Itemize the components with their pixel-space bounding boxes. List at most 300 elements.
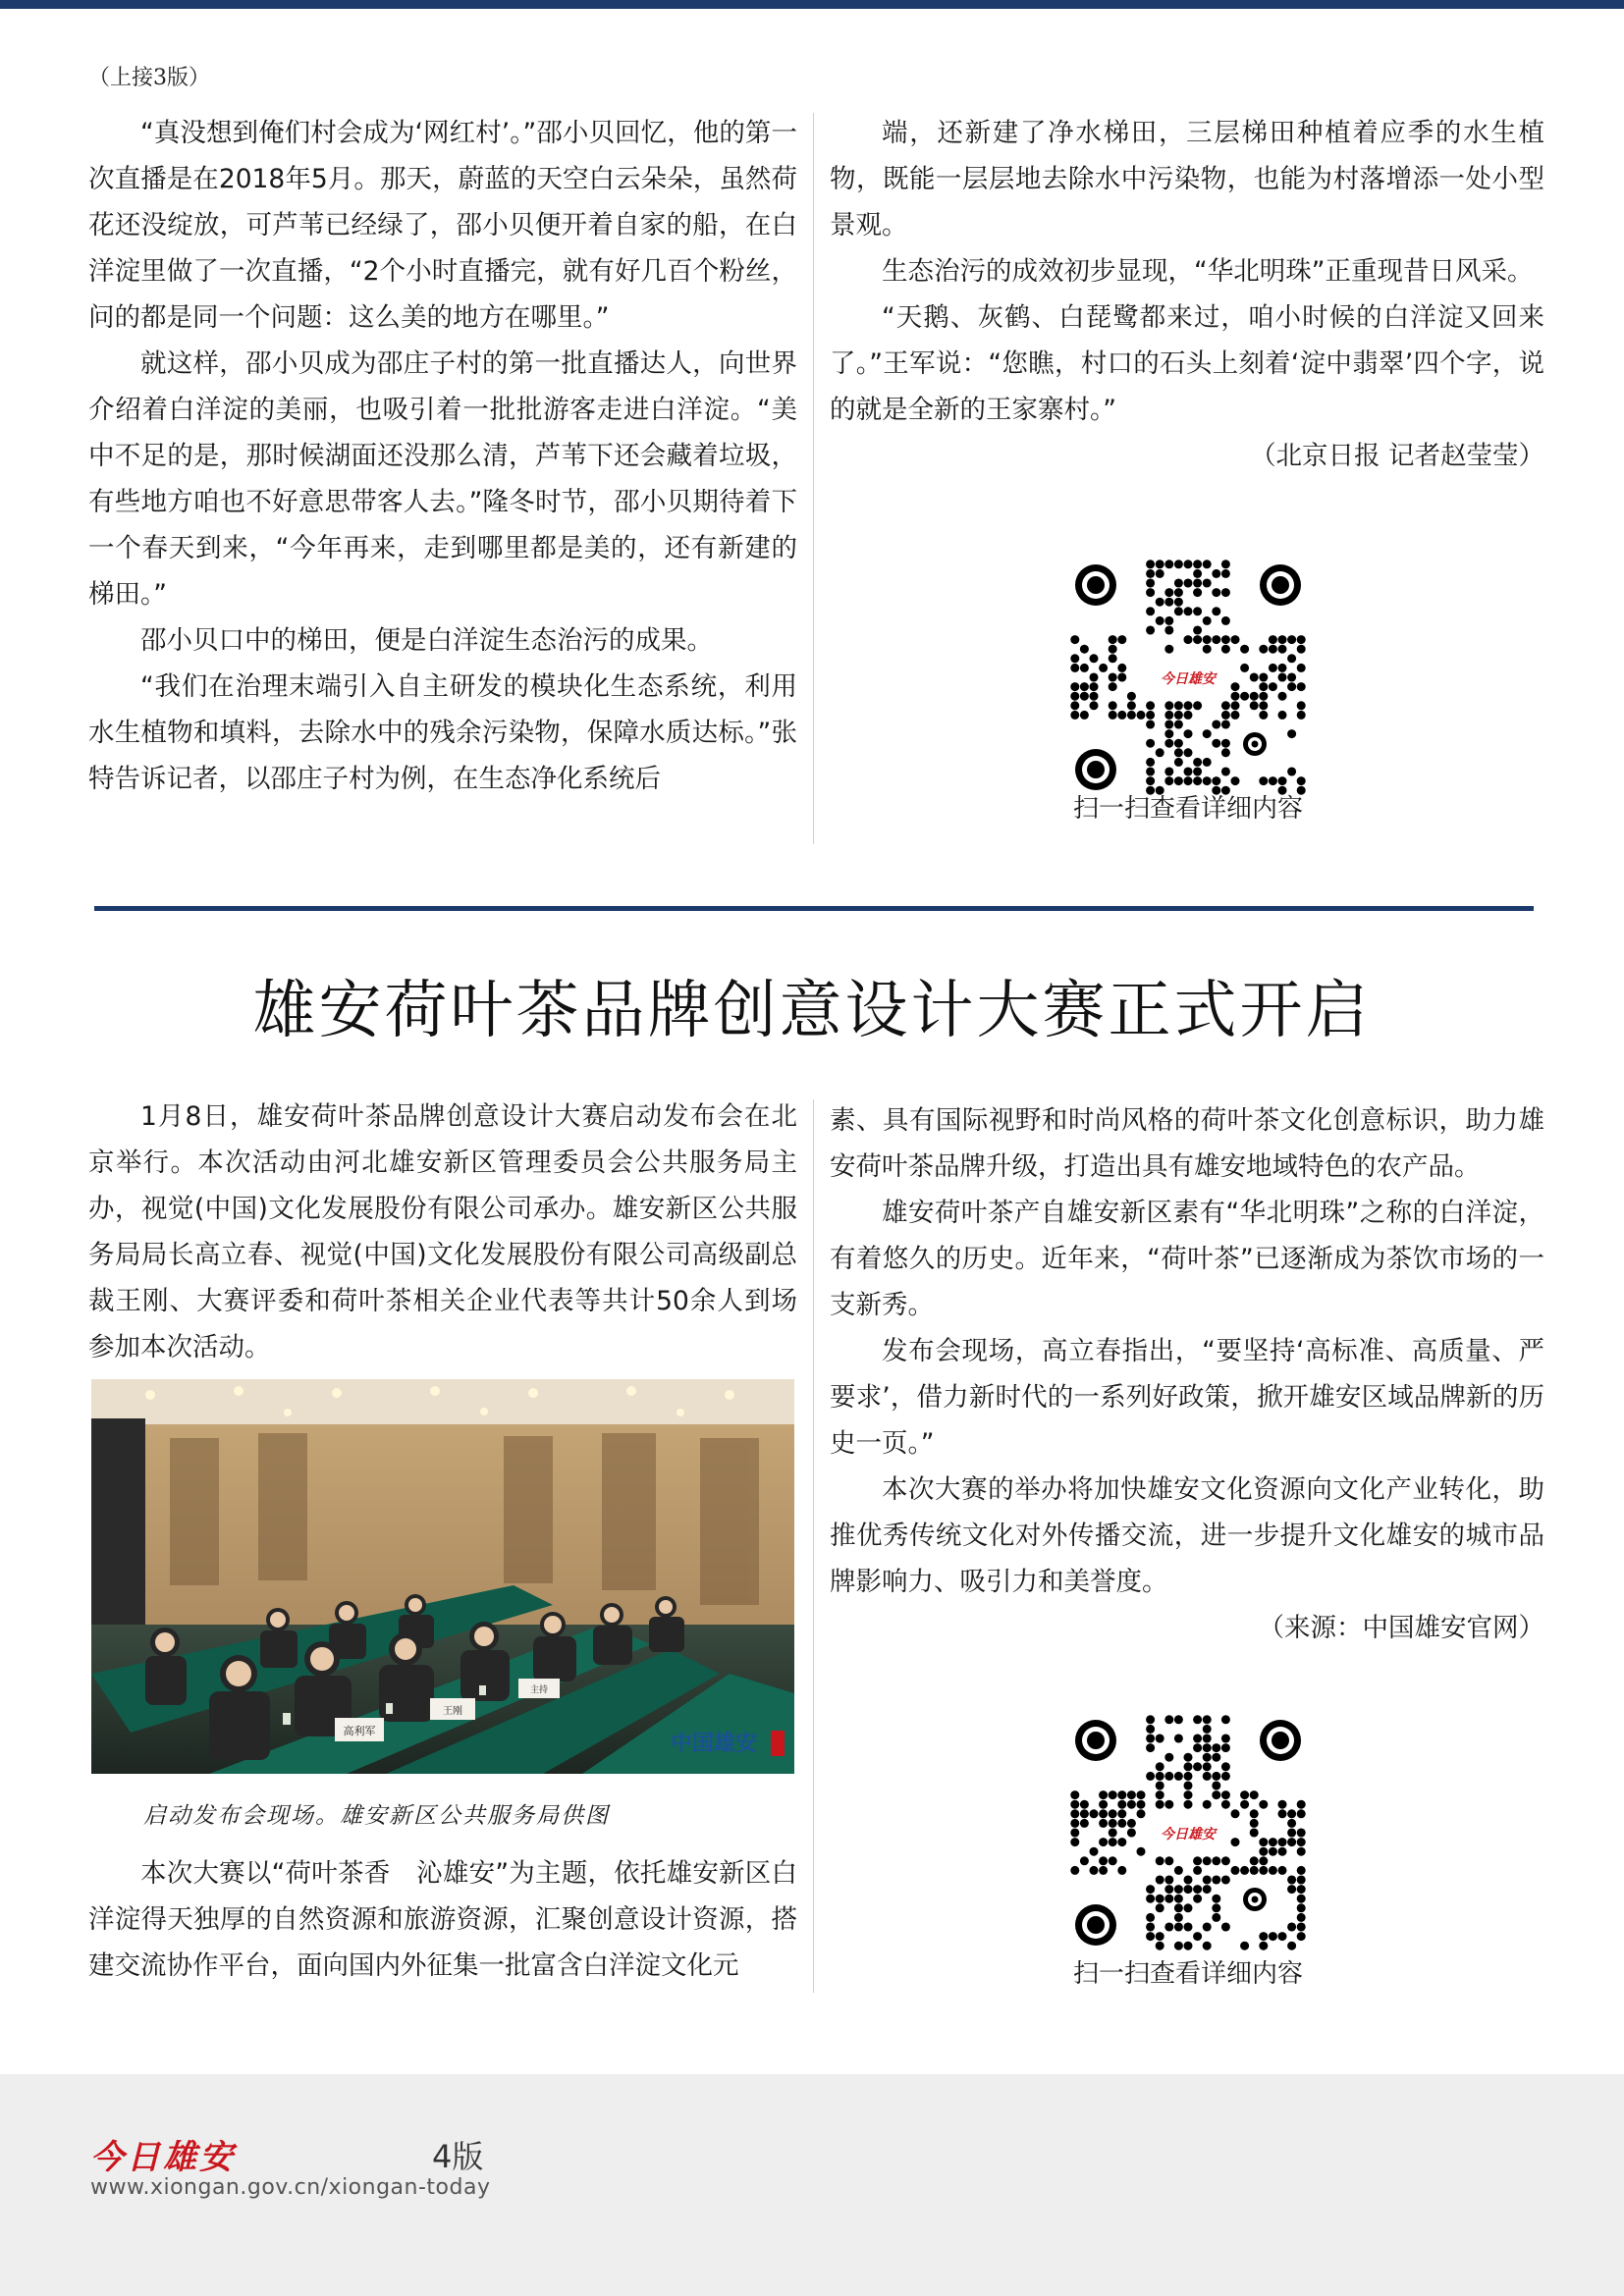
qr-module bbox=[1136, 1790, 1145, 1799]
qr-module bbox=[1297, 1828, 1306, 1837]
article1-column-right bbox=[830, 110, 1544, 479]
qr-module bbox=[1174, 1942, 1183, 1950]
qr-module bbox=[1212, 1753, 1220, 1762]
qr-module bbox=[1174, 578, 1183, 587]
qr-module bbox=[1089, 1809, 1098, 1818]
qr-module bbox=[1070, 711, 1079, 720]
qr-module bbox=[1259, 1942, 1268, 1950]
qr-module bbox=[1259, 1847, 1268, 1856]
qr-module bbox=[1070, 654, 1079, 663]
qr-module bbox=[1259, 1932, 1268, 1941]
qr-module bbox=[1080, 711, 1089, 720]
qr-module bbox=[1287, 1809, 1296, 1818]
qr-module bbox=[1127, 701, 1136, 710]
qr-module bbox=[1164, 1715, 1173, 1724]
qr-module bbox=[1156, 560, 1164, 568]
qr-module bbox=[1221, 1790, 1230, 1799]
qr-module bbox=[1259, 1838, 1268, 1846]
qr-module bbox=[1221, 748, 1230, 757]
qr-module bbox=[1297, 1903, 1306, 1912]
qr-module bbox=[1221, 1800, 1230, 1809]
qr-module bbox=[1193, 767, 1202, 775]
qr-module bbox=[1230, 776, 1239, 785]
qr-module bbox=[1203, 1800, 1212, 1809]
qr-code-article1[interactable] bbox=[1070, 560, 1306, 795]
section-divider bbox=[94, 906, 1534, 911]
qr-caption: 扫一扫查看详细内容 bbox=[1072, 1959, 1303, 1989]
qr-module bbox=[1193, 578, 1202, 587]
qr-module bbox=[1221, 1772, 1230, 1781]
qr-module bbox=[1277, 1866, 1286, 1875]
qr-module bbox=[1212, 1895, 1220, 1903]
qr-module bbox=[1203, 758, 1212, 767]
qr-module bbox=[1287, 1875, 1296, 1884]
qr-module bbox=[1212, 1790, 1220, 1799]
qr-module bbox=[1259, 692, 1268, 701]
qr-module bbox=[1164, 1856, 1173, 1865]
qr-module bbox=[1156, 569, 1164, 578]
qr-module bbox=[1070, 682, 1079, 691]
qr-module bbox=[1193, 1734, 1202, 1742]
qr-module bbox=[1080, 1809, 1089, 1818]
qr-module bbox=[1297, 711, 1306, 720]
qr-module bbox=[1212, 739, 1220, 748]
qr-module bbox=[1203, 616, 1212, 625]
qr-module bbox=[1230, 1866, 1239, 1875]
qr-module bbox=[1156, 1895, 1164, 1903]
qr-module bbox=[1203, 1885, 1212, 1894]
qr-module bbox=[1099, 1856, 1108, 1865]
qr-module bbox=[1109, 701, 1117, 710]
qr-module bbox=[1269, 645, 1277, 654]
qr-module bbox=[1127, 711, 1136, 720]
qr-module bbox=[1259, 1866, 1268, 1875]
qr-module bbox=[1183, 1922, 1192, 1931]
qr-caption: 扫一扫查看详细内容 bbox=[1072, 794, 1303, 824]
column-divider bbox=[813, 113, 814, 844]
qr-module bbox=[1174, 560, 1183, 568]
qr-module bbox=[1136, 711, 1145, 720]
qr-module bbox=[1221, 569, 1230, 578]
qr-module bbox=[1183, 711, 1192, 720]
qr-module bbox=[1221, 1715, 1230, 1724]
qr-module bbox=[1089, 682, 1098, 691]
qr-module bbox=[1297, 1800, 1306, 1809]
qr-module bbox=[1156, 1734, 1164, 1742]
qr-module bbox=[1269, 664, 1277, 672]
qr-module bbox=[1269, 1847, 1277, 1856]
qr-module bbox=[1109, 682, 1117, 691]
qr-module bbox=[1193, 569, 1202, 578]
qr-module bbox=[1277, 1932, 1286, 1941]
qr-module bbox=[1183, 729, 1192, 738]
qr-module bbox=[1269, 1932, 1277, 1941]
qr-module bbox=[1297, 701, 1306, 710]
qr-module bbox=[1174, 701, 1183, 710]
qr-module bbox=[1277, 635, 1286, 644]
qr-module bbox=[1203, 776, 1212, 785]
qr-module bbox=[1183, 1762, 1192, 1771]
qr-module bbox=[1080, 692, 1089, 701]
photo-watermark: 中国雄安 bbox=[671, 1731, 758, 1756]
qr-module bbox=[1136, 1800, 1145, 1809]
qr-module bbox=[1297, 776, 1306, 785]
launch-event-photo bbox=[91, 1379, 794, 1774]
qr-module bbox=[1109, 1790, 1117, 1799]
qr-module bbox=[1070, 1809, 1079, 1818]
qr-module bbox=[1146, 1895, 1155, 1903]
qr-module bbox=[1164, 1922, 1173, 1931]
qr-module bbox=[1193, 625, 1202, 634]
qr-module bbox=[1164, 1895, 1173, 1903]
qr-module bbox=[1156, 1903, 1164, 1912]
paragraph: 本次大赛以“荷叶茶香 沁雄安”为主题，依托雄安新区白洋淀得天独厚的自然资源和旅游资源，汇聚创意设计资源，搭建交流协作平台，面向国内外征集一批富含白洋淀文化元 bbox=[88, 1858, 797, 1981]
qr-module bbox=[1156, 1942, 1164, 1950]
article1-column-left bbox=[88, 110, 797, 802]
qr-module bbox=[1212, 1772, 1220, 1781]
qr-module bbox=[1221, 560, 1230, 568]
qr-module bbox=[1117, 1866, 1126, 1875]
qr-module bbox=[1146, 607, 1155, 615]
qr-module bbox=[1080, 645, 1089, 654]
qr-module bbox=[1212, 569, 1220, 578]
qr-module bbox=[1070, 692, 1079, 701]
qr-module bbox=[1212, 1781, 1220, 1789]
qr-module bbox=[1240, 664, 1249, 672]
qr-module bbox=[1230, 701, 1239, 710]
qr-module bbox=[1259, 711, 1268, 720]
qr-module bbox=[1164, 1772, 1173, 1781]
qr-module bbox=[1277, 672, 1286, 681]
qr-module bbox=[1164, 645, 1173, 654]
qr-module bbox=[1164, 1800, 1173, 1809]
qr-module bbox=[1240, 692, 1249, 701]
qr-module bbox=[1127, 1828, 1136, 1837]
qr-module bbox=[1221, 1734, 1230, 1742]
qr-module bbox=[1164, 588, 1173, 597]
qr-module bbox=[1183, 578, 1192, 587]
qr-module bbox=[1193, 1762, 1202, 1771]
qr-module bbox=[1070, 1838, 1079, 1846]
qr-module bbox=[1136, 1809, 1145, 1818]
qr-module bbox=[1183, 1772, 1192, 1781]
qr-module bbox=[1183, 1790, 1192, 1799]
qr-module bbox=[1250, 1856, 1259, 1865]
qr-module bbox=[1297, 1932, 1306, 1941]
qr-module bbox=[1174, 1866, 1183, 1875]
qr-module bbox=[1183, 767, 1192, 775]
qr-module bbox=[1221, 588, 1230, 597]
article2-column-right bbox=[830, 1097, 1544, 1651]
qr-module bbox=[1193, 1743, 1202, 1752]
qr-module bbox=[1164, 616, 1173, 625]
qr-module bbox=[1212, 1903, 1220, 1912]
qr-module bbox=[1099, 1800, 1108, 1809]
qr-module bbox=[1109, 654, 1117, 663]
qr-module bbox=[1193, 1866, 1202, 1875]
qr-module bbox=[1089, 1866, 1098, 1875]
qr-module bbox=[1146, 1922, 1155, 1931]
qr-module bbox=[1174, 1715, 1183, 1724]
qr-module bbox=[1156, 616, 1164, 625]
article2-column-left-top bbox=[88, 1094, 797, 1370]
qr-module bbox=[1193, 1715, 1202, 1724]
qr-module bbox=[1174, 1885, 1183, 1894]
qr-module bbox=[1089, 654, 1098, 663]
qr-module bbox=[1193, 1856, 1202, 1865]
paragraph: “真没想到俺们村会成为‘网红村’。”邵小贝回忆，他的第一次直播是在2018年5月。那天，蔚蓝的天空白云朵朵，虽然荷花还没绽放，可芦苇已经绿了，邵小贝便开着自家的船，在白洋淀里做了一次直播，“2个小时直播完，就有好几百个粉丝，问的都是同一个问题：这么美的地方在哪里。” bbox=[88, 118, 797, 333]
qr-module bbox=[1221, 645, 1230, 654]
qr-module bbox=[1146, 1743, 1155, 1752]
qr-module bbox=[1070, 1790, 1079, 1799]
qr-module bbox=[1212, 588, 1220, 597]
qr-module bbox=[1109, 711, 1117, 720]
qr-module bbox=[1164, 701, 1173, 710]
qr-logo-text: 今日雄安 bbox=[1161, 671, 1216, 687]
qr-module bbox=[1269, 635, 1277, 644]
qr-module bbox=[1156, 1772, 1164, 1781]
qr-module bbox=[1070, 635, 1079, 644]
qr-module bbox=[1297, 1809, 1306, 1818]
qr-module bbox=[1297, 635, 1306, 644]
qr-module bbox=[1277, 645, 1286, 654]
qr-module bbox=[1259, 645, 1268, 654]
qr-module bbox=[1164, 625, 1173, 634]
qr-module bbox=[1250, 1866, 1259, 1875]
qr-module bbox=[1212, 776, 1220, 785]
footer-url[interactable]: www.xiongan.gov.cn/xiongan-today bbox=[90, 2175, 491, 2200]
qr-module bbox=[1174, 748, 1183, 757]
qr-module bbox=[1212, 1913, 1220, 1922]
svg-text:王刚: 王刚 bbox=[443, 1706, 462, 1717]
qr-module bbox=[1156, 1762, 1164, 1771]
qr-module bbox=[1174, 1913, 1183, 1922]
qr-module bbox=[1250, 672, 1259, 681]
qr-module bbox=[1070, 664, 1079, 672]
paragraph: 本次大赛的举办将加快雄安文化资源向文化产业转化，助推优秀传统文化对外传播交流，进一步提升文化雄安的城市品牌影响力、吸引力和美誉度。 bbox=[830, 1474, 1544, 1597]
article2-headline: 雄安荷叶茶品牌创意设计大赛正式开启 bbox=[252, 975, 1372, 1047]
qr-module bbox=[1203, 1856, 1212, 1865]
qr-module bbox=[1070, 1866, 1079, 1875]
qr-module bbox=[1287, 682, 1296, 691]
qr-module bbox=[1109, 1828, 1117, 1837]
qr-module bbox=[1146, 625, 1155, 634]
qr-module bbox=[1174, 1903, 1183, 1912]
qr-module bbox=[1117, 1800, 1126, 1809]
qr-module bbox=[1297, 1885, 1306, 1894]
qr-module bbox=[1146, 560, 1155, 568]
qr-module bbox=[1221, 1875, 1230, 1884]
top-accent-bar bbox=[0, 0, 1624, 9]
qr-module bbox=[1183, 1781, 1192, 1789]
qr-module bbox=[1117, 664, 1126, 672]
qr-module bbox=[1099, 1809, 1108, 1818]
qr-module bbox=[1230, 635, 1239, 644]
qr-module bbox=[1164, 767, 1173, 775]
qr-module bbox=[1193, 701, 1202, 710]
qr-module bbox=[1117, 635, 1126, 644]
qr-module bbox=[1174, 776, 1183, 785]
qr-module bbox=[1183, 776, 1192, 785]
qr-module bbox=[1193, 635, 1202, 644]
qr-module bbox=[1164, 720, 1173, 728]
qr-module bbox=[1203, 1743, 1212, 1752]
qr-module bbox=[1146, 1772, 1155, 1781]
qr-module bbox=[1146, 588, 1155, 597]
qr-module bbox=[1164, 1885, 1173, 1894]
qr-module bbox=[1164, 776, 1173, 785]
qr-module bbox=[1174, 720, 1183, 728]
qr-module bbox=[1099, 1790, 1108, 1799]
qr-module bbox=[1146, 1725, 1155, 1734]
qr-module bbox=[1193, 1895, 1202, 1903]
qr-module bbox=[1203, 1715, 1212, 1724]
qr-module bbox=[1070, 1828, 1079, 1837]
qr-module bbox=[1287, 1922, 1296, 1931]
qr-module bbox=[1156, 598, 1164, 607]
qr-module bbox=[1221, 701, 1230, 710]
qr-module bbox=[1221, 711, 1230, 720]
qr-module bbox=[1277, 1847, 1286, 1856]
qr-module bbox=[1174, 711, 1183, 720]
qr-module bbox=[1297, 645, 1306, 654]
qr-module bbox=[1250, 1790, 1259, 1799]
qr-module bbox=[1221, 1762, 1230, 1771]
qr-module bbox=[1212, 1856, 1220, 1865]
qr-module bbox=[1193, 560, 1202, 568]
qr-module bbox=[1287, 1838, 1296, 1846]
qr-module bbox=[1230, 711, 1239, 720]
qr-module bbox=[1080, 682, 1089, 691]
qr-module bbox=[1146, 767, 1155, 775]
qr-module bbox=[1136, 1847, 1145, 1856]
qr-module bbox=[1164, 598, 1173, 607]
qr-module bbox=[1230, 682, 1239, 691]
qr-module bbox=[1212, 1875, 1220, 1884]
qr-module bbox=[1203, 578, 1212, 587]
qr-module bbox=[1193, 758, 1202, 767]
watermark-seal bbox=[771, 1731, 785, 1756]
footer-logo: 今日雄安 bbox=[90, 2138, 236, 2177]
source-credit: （来源：中国雄安官网） bbox=[1258, 1613, 1544, 1643]
qr-module bbox=[1109, 635, 1117, 644]
qr-module bbox=[1203, 1762, 1212, 1771]
qr-module bbox=[1203, 1725, 1212, 1734]
qr-module bbox=[1287, 654, 1296, 663]
qr-module bbox=[1259, 776, 1268, 785]
qr-module bbox=[1183, 1875, 1192, 1884]
qr-module bbox=[1297, 1838, 1306, 1846]
column-divider bbox=[813, 1099, 814, 1993]
qr-module bbox=[1127, 1819, 1136, 1828]
qr-module bbox=[1203, 1942, 1212, 1950]
qr-module bbox=[1203, 1734, 1212, 1742]
qr-module bbox=[1164, 711, 1173, 720]
qr-module bbox=[1183, 748, 1192, 757]
paragraph: “我们在治理末端引入自主研发的模块化生态系统，利用水生植物和填料，去除水中的残余污染物，保障水质达标。”张特告诉记者，以邵庄子村为例，在生态净化系统后 bbox=[88, 671, 797, 794]
qr-module bbox=[1203, 1875, 1212, 1884]
qr-module bbox=[1269, 776, 1277, 785]
paragraph: 素、具有国际视野和时尚风格的荷叶茶文化创意标识，助力雄安荷叶茶品牌升级，打造出具有雄安地域特色的农产品。 bbox=[830, 1105, 1544, 1182]
qr-module bbox=[1080, 1819, 1089, 1828]
qr-module bbox=[1277, 664, 1286, 672]
qr-module bbox=[1146, 776, 1155, 785]
qr-module bbox=[1277, 692, 1286, 701]
qr-module bbox=[1287, 1828, 1296, 1837]
qr-module bbox=[1174, 1734, 1183, 1742]
qr-module bbox=[1089, 701, 1098, 710]
qr-module bbox=[1240, 1800, 1249, 1809]
qr-module bbox=[1080, 1856, 1089, 1865]
qr-module bbox=[1240, 1790, 1249, 1799]
qr-module bbox=[1212, 1743, 1220, 1752]
qr-module bbox=[1277, 711, 1286, 720]
qr-module bbox=[1164, 560, 1173, 568]
paragraph: 端，还新建了净水梯田，三层梯田种植着应季的水生植物，既能一层层地去除水中污染物，也能为村落增添一处小型景观。 bbox=[830, 118, 1544, 240]
qr-module bbox=[1250, 692, 1259, 701]
qr-module bbox=[1109, 1838, 1117, 1846]
qr-module bbox=[1174, 588, 1183, 597]
qr-module bbox=[1146, 1932, 1155, 1941]
qr-module bbox=[1297, 682, 1306, 691]
qr-module bbox=[1221, 739, 1230, 748]
qr-module bbox=[1099, 664, 1108, 672]
qr-code-article2[interactable] bbox=[1070, 1715, 1306, 1950]
qr-module bbox=[1146, 711, 1155, 720]
qr-module bbox=[1277, 1800, 1286, 1809]
qr-module bbox=[1164, 1875, 1173, 1884]
qr-module bbox=[1146, 1885, 1155, 1894]
qr-module bbox=[1277, 1838, 1286, 1846]
qr-module bbox=[1297, 1847, 1306, 1856]
qr-module bbox=[1174, 598, 1183, 607]
qr-module bbox=[1287, 1819, 1296, 1828]
svg-text:高利军: 高利军 bbox=[343, 1725, 376, 1737]
qr-module bbox=[1259, 701, 1268, 710]
qr-module bbox=[1250, 701, 1259, 710]
qr-module bbox=[1203, 1922, 1212, 1931]
qr-module bbox=[1287, 1885, 1296, 1894]
qr-module bbox=[1212, 635, 1220, 644]
qr-module bbox=[1203, 635, 1212, 644]
qr-module bbox=[1183, 1753, 1192, 1762]
paragraph: 雄安荷叶茶产自雄安新区素有“华北明珠”之称的白洋淀，有着悠久的历史。近年来，“荷叶茶”已逐渐成为茶饮市场的一支新秀。 bbox=[830, 1198, 1544, 1320]
svg-text:主持: 主持 bbox=[529, 1685, 549, 1695]
qr-module bbox=[1250, 1809, 1259, 1818]
qr-module bbox=[1127, 692, 1136, 701]
qr-module bbox=[1070, 1800, 1079, 1809]
qr-module bbox=[1109, 1809, 1117, 1818]
qr-module bbox=[1221, 635, 1230, 644]
page-number: 4版 bbox=[432, 2138, 484, 2175]
qr-module bbox=[1297, 1895, 1306, 1903]
qr-module bbox=[1174, 758, 1183, 767]
qr-module bbox=[1174, 1922, 1183, 1931]
qr-module bbox=[1297, 1875, 1306, 1884]
qr-module bbox=[1259, 672, 1268, 681]
qr-module bbox=[1127, 1800, 1136, 1809]
qr-module bbox=[1203, 1772, 1212, 1781]
qr-module bbox=[1174, 739, 1183, 748]
qr-module bbox=[1259, 1800, 1268, 1809]
qr-module bbox=[1287, 767, 1296, 775]
qr-module bbox=[1099, 1838, 1108, 1846]
qr-module bbox=[1221, 1743, 1230, 1752]
qr-logo-text: 今日雄安 bbox=[1161, 1827, 1216, 1842]
qr-module bbox=[1174, 1895, 1183, 1903]
qr-module bbox=[1287, 729, 1296, 738]
qr-module bbox=[1156, 1932, 1164, 1941]
